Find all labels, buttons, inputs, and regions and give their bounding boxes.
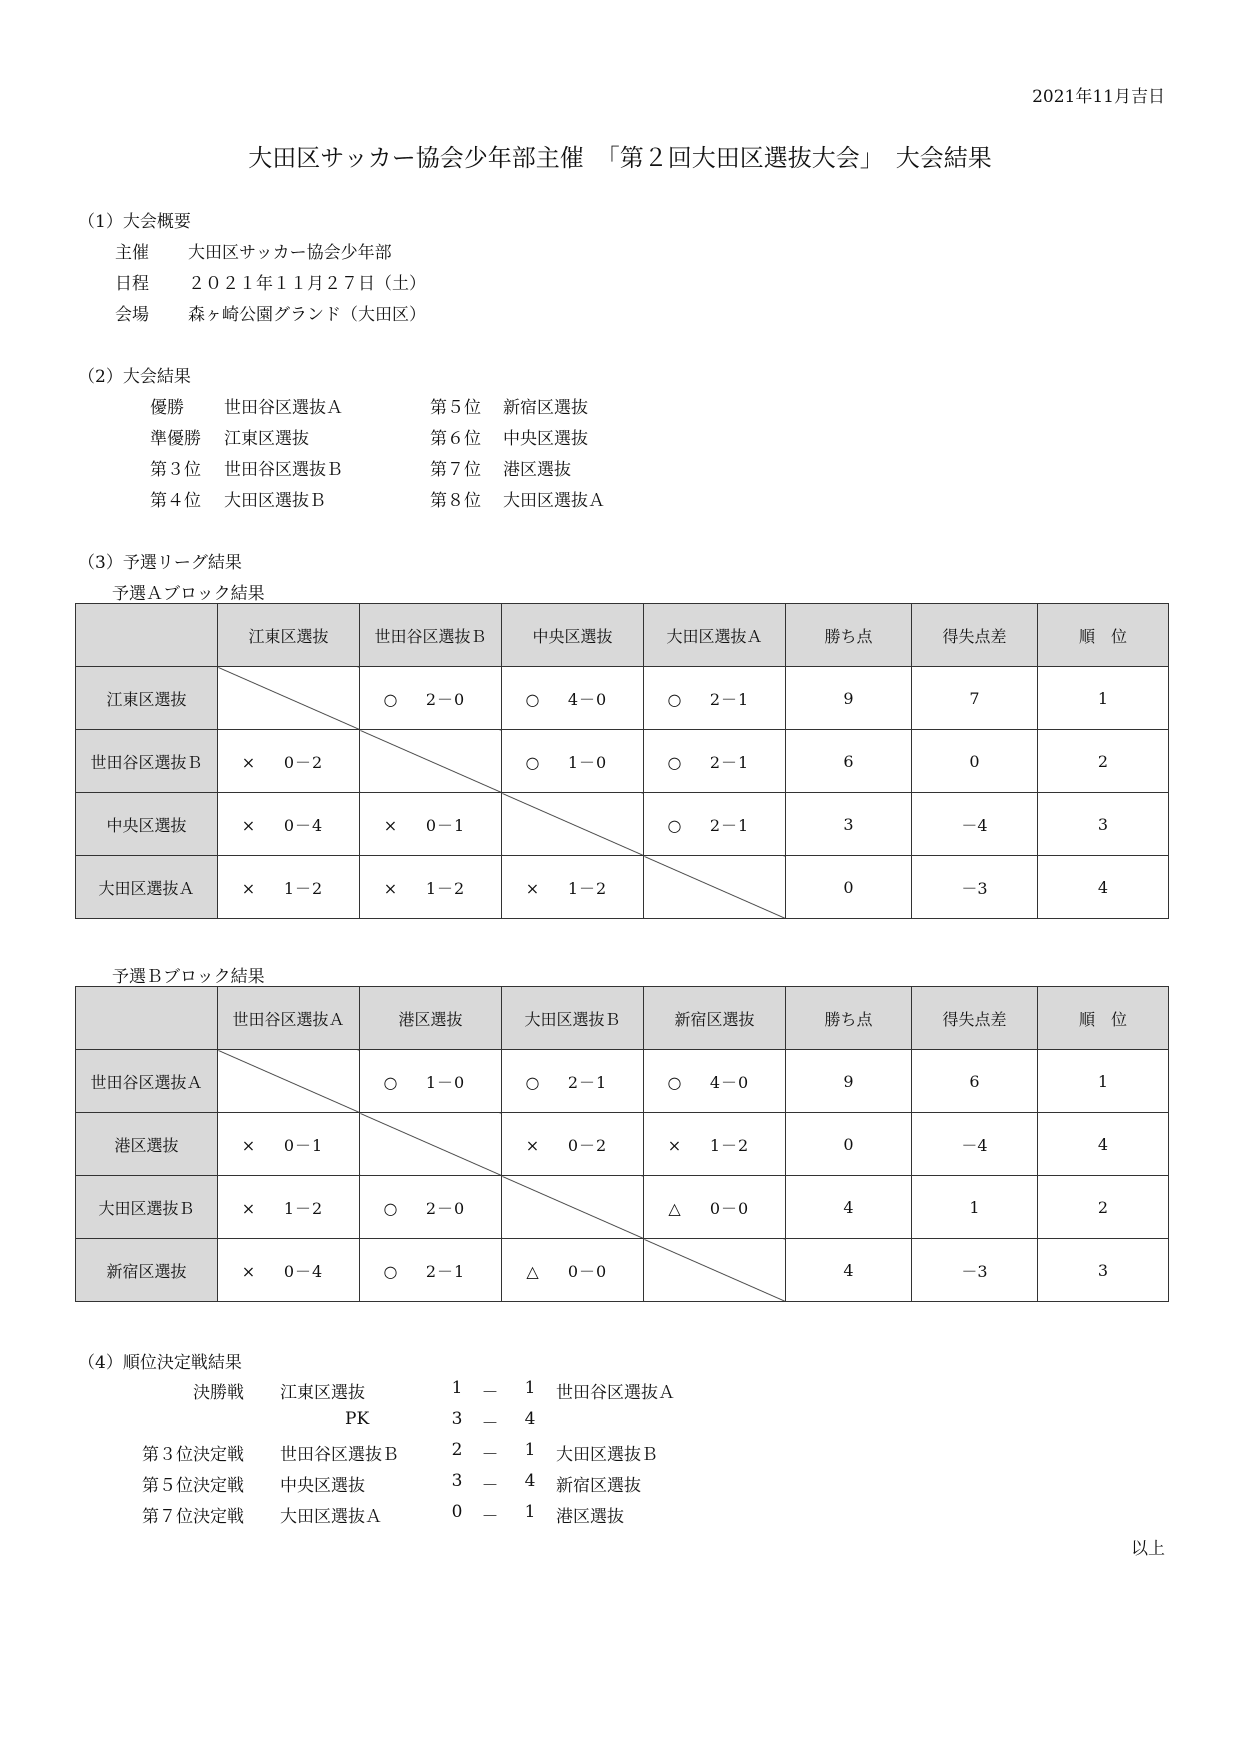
match-result-cell xyxy=(502,667,644,730)
match-result-cell xyxy=(218,730,360,793)
overview-value: 大田区サッカー協会少年部 xyxy=(188,243,392,263)
self-match-cell xyxy=(644,856,786,919)
column-header: 港区選抜 xyxy=(360,987,502,1050)
document-date: 2021年11月吉日 xyxy=(1032,87,1165,107)
table-row xyxy=(76,1050,1169,1113)
home-score: 2 xyxy=(451,1440,463,1460)
result-score: 1－2 xyxy=(709,1135,750,1155)
match-result-cell xyxy=(360,1239,502,1302)
result-score: 4－0 xyxy=(709,1072,750,1092)
home-score: 0 xyxy=(451,1502,463,1522)
match-result-cell xyxy=(360,793,502,856)
closing-text: 以上 xyxy=(1131,1539,1165,1559)
match-result-cell xyxy=(644,1113,786,1176)
rank-cell: 1 xyxy=(1038,1050,1169,1113)
self-match-cell xyxy=(218,667,360,730)
away-team: 港区選抜 xyxy=(556,1507,624,1527)
result-team: 世田谷区選抜Ａ xyxy=(224,398,343,418)
row-team-name: 新宿区選抜 xyxy=(76,1239,218,1302)
match-result-cell xyxy=(360,667,502,730)
away-score: 1 xyxy=(524,1440,536,1460)
row-team-name: 江東区選抜 xyxy=(76,667,218,730)
points-cell: 9 xyxy=(786,667,912,730)
score-dash: － xyxy=(481,1476,499,1496)
match-result-cell xyxy=(360,1176,502,1239)
result-symbol: × xyxy=(383,815,398,835)
result-score: 2－0 xyxy=(425,689,466,709)
result-symbol: × xyxy=(241,1135,256,1155)
match-label: 決勝戦 xyxy=(193,1383,244,1403)
goal-diff-cell: －4 xyxy=(912,793,1038,856)
match-result-cell xyxy=(502,1050,644,1113)
result-rank: 第４位 xyxy=(150,491,201,511)
result-rank: 第７位 xyxy=(430,460,481,480)
result-score: 4－0 xyxy=(567,689,608,709)
result-rank: 優勝 xyxy=(150,398,184,418)
column-header: 順 位 xyxy=(1038,604,1169,667)
result-symbol: × xyxy=(241,752,256,772)
points-cell: 4 xyxy=(786,1239,912,1302)
match-label: 第３位決定戦 xyxy=(142,1445,244,1465)
self-match-cell xyxy=(644,1239,786,1302)
result-team: 港区選抜 xyxy=(503,460,571,480)
match-result-cell xyxy=(360,1050,502,1113)
result-symbol: × xyxy=(525,878,540,898)
result-symbol: ○ xyxy=(383,1198,398,1218)
result-rank: 第６位 xyxy=(430,429,481,449)
result-score: 1－2 xyxy=(567,878,608,898)
away-score: 1 xyxy=(524,1378,536,1398)
table-row xyxy=(76,730,1169,793)
column-header: 大田区選抜Ａ xyxy=(644,604,786,667)
rank-cell: 3 xyxy=(1038,1239,1169,1302)
points-cell: 4 xyxy=(786,1176,912,1239)
column-header: 得失点差 xyxy=(912,604,1038,667)
result-symbol: ○ xyxy=(667,1072,682,1092)
match-result-cell xyxy=(218,1239,360,1302)
block-a-title: 予選Ａブロック結果 xyxy=(112,584,265,604)
result-score: 2－1 xyxy=(709,689,750,709)
overview-heading: （1）大会概要 xyxy=(78,212,191,232)
table-row xyxy=(76,1113,1169,1176)
score-dash: － xyxy=(481,1383,499,1403)
result-score: 0－4 xyxy=(283,815,324,835)
overview-value: 森ヶ崎公園グランド（大田区） xyxy=(188,305,426,325)
overview-value: ２０２１年１１月２７日（土） xyxy=(188,274,426,294)
result-symbol: ○ xyxy=(383,1261,398,1281)
table-row xyxy=(76,667,1169,730)
result-score: 1－2 xyxy=(283,878,324,898)
column-header: 順 位 xyxy=(1038,987,1169,1050)
table-row xyxy=(76,856,1169,919)
result-score: 0－2 xyxy=(567,1135,608,1155)
goal-diff-cell: 0 xyxy=(912,730,1038,793)
rank-cell: 1 xyxy=(1038,667,1169,730)
column-header: 勝ち点 xyxy=(786,987,912,1050)
result-symbol: ○ xyxy=(667,815,682,835)
result-symbol: ○ xyxy=(667,752,682,772)
result-score: 0－0 xyxy=(567,1261,608,1281)
column-header: 勝ち点 xyxy=(786,604,912,667)
result-score: 1－0 xyxy=(567,752,608,772)
self-match-cell xyxy=(502,1176,644,1239)
match-label: 第７位決定戦 xyxy=(142,1507,244,1527)
goal-diff-cell: 1 xyxy=(912,1176,1038,1239)
result-score: 2－0 xyxy=(425,1198,466,1218)
column-header: 世田谷区選抜Ｂ xyxy=(360,604,502,667)
match-result-cell xyxy=(644,667,786,730)
rank-cell: 2 xyxy=(1038,730,1169,793)
corner-cell xyxy=(76,604,218,667)
result-symbol: ○ xyxy=(525,1072,540,1092)
table-header-row xyxy=(76,987,1169,1050)
match-result-cell xyxy=(502,730,644,793)
result-score: 0－1 xyxy=(425,815,466,835)
result-score: 1－0 xyxy=(425,1072,466,1092)
rank-cell: 3 xyxy=(1038,793,1169,856)
row-team-name: 大田区選抜Ａ xyxy=(76,856,218,919)
rank-cell: 2 xyxy=(1038,1176,1169,1239)
match-result-cell xyxy=(218,856,360,919)
match-result-cell xyxy=(218,1113,360,1176)
match-result-cell xyxy=(502,1239,644,1302)
column-header: 江東区選抜 xyxy=(218,604,360,667)
points-cell: 9 xyxy=(786,1050,912,1113)
column-header: 得失点差 xyxy=(912,987,1038,1050)
home-team: 大田区選抜Ａ xyxy=(280,1507,382,1527)
goal-diff-cell: 6 xyxy=(912,1050,1038,1113)
match-result-cell xyxy=(218,793,360,856)
points-cell: 0 xyxy=(786,1113,912,1176)
self-match-cell xyxy=(360,1113,502,1176)
away-score: 1 xyxy=(524,1502,536,1522)
table-row xyxy=(76,1239,1169,1302)
result-symbol: × xyxy=(525,1135,540,1155)
block-b-title: 予選Ｂブロック結果 xyxy=(112,967,265,987)
result-score: 0－1 xyxy=(283,1135,324,1155)
away-score: 4 xyxy=(524,1471,536,1491)
goal-diff-cell: －3 xyxy=(912,1239,1038,1302)
column-header: 大田区選抜Ｂ xyxy=(502,987,644,1050)
match-result-cell xyxy=(644,793,786,856)
block-a-table xyxy=(75,603,1169,919)
points-cell: 6 xyxy=(786,730,912,793)
match-label: 第５位決定戦 xyxy=(142,1476,244,1496)
result-score: 0－4 xyxy=(283,1261,324,1281)
match-result-cell xyxy=(502,856,644,919)
row-team-name: 世田谷区選抜Ａ xyxy=(76,1050,218,1113)
home-score: 3 xyxy=(451,1471,463,1491)
result-team: 大田区選抜Ａ xyxy=(503,491,605,511)
home-team: 中央区選抜 xyxy=(280,1476,365,1496)
result-symbol: ○ xyxy=(383,1072,398,1092)
result-rank: 第５位 xyxy=(430,398,481,418)
match-result-cell xyxy=(502,1113,644,1176)
match-result-cell xyxy=(360,856,502,919)
points-cell: 3 xyxy=(786,793,912,856)
result-symbol: ○ xyxy=(525,752,540,772)
result-symbol: × xyxy=(241,1198,256,1218)
results-heading: （2）大会結果 xyxy=(78,367,191,387)
goal-diff-cell: －4 xyxy=(912,1113,1038,1176)
self-match-cell xyxy=(218,1050,360,1113)
result-rank: 準優勝 xyxy=(150,429,201,449)
result-score: 2－1 xyxy=(709,752,750,772)
match-result-cell xyxy=(644,1050,786,1113)
result-symbol: × xyxy=(667,1135,682,1155)
rank-cell: 4 xyxy=(1038,856,1169,919)
result-symbol: × xyxy=(241,815,256,835)
finals-heading: （4）順位決定戦結果 xyxy=(78,1353,242,1373)
overview-label: 日程 xyxy=(115,274,149,294)
result-symbol: ○ xyxy=(667,689,682,709)
result-symbol: ○ xyxy=(383,689,398,709)
result-score: 2－1 xyxy=(567,1072,608,1092)
row-team-name: 港区選抜 xyxy=(76,1113,218,1176)
score-dash: － xyxy=(481,1507,499,1527)
result-score: 1－2 xyxy=(283,1198,324,1218)
row-team-name: 世田谷区選抜Ｂ xyxy=(76,730,218,793)
result-score: 1－2 xyxy=(425,878,466,898)
result-team: 大田区選抜Ｂ xyxy=(224,491,326,511)
home-score: 1 xyxy=(451,1378,463,1398)
rank-cell: 4 xyxy=(1038,1113,1169,1176)
away-score: 4 xyxy=(524,1409,536,1429)
score-dash: － xyxy=(481,1445,499,1465)
row-team-name: 中央区選抜 xyxy=(76,793,218,856)
self-match-cell xyxy=(502,793,644,856)
result-score: 0－0 xyxy=(709,1198,750,1218)
table-row xyxy=(76,1176,1169,1239)
corner-cell xyxy=(76,987,218,1050)
column-header: 中央区選抜 xyxy=(502,604,644,667)
result-symbol: × xyxy=(383,878,398,898)
table-header-row xyxy=(76,604,1169,667)
home-score: 3 xyxy=(451,1409,463,1429)
result-score: 2－1 xyxy=(709,815,750,835)
result-team: 新宿区選抜 xyxy=(503,398,588,418)
score-dash: － xyxy=(481,1414,499,1434)
home-team: 世田谷区選抜Ｂ xyxy=(280,1445,399,1465)
result-symbol: ○ xyxy=(525,689,540,709)
result-rank: 第８位 xyxy=(430,491,481,511)
home-team: PK xyxy=(345,1409,370,1429)
away-team: 大田区選抜Ｂ xyxy=(556,1445,658,1465)
points-cell: 0 xyxy=(786,856,912,919)
table-row xyxy=(76,793,1169,856)
result-score: 2－1 xyxy=(425,1261,466,1281)
match-result-cell xyxy=(218,1176,360,1239)
goal-diff-cell: －3 xyxy=(912,856,1038,919)
result-rank: 第３位 xyxy=(150,460,201,480)
overview-label: 主催 xyxy=(115,243,149,263)
goal-diff-cell: 7 xyxy=(912,667,1038,730)
home-team: 江東区選抜 xyxy=(280,1383,365,1403)
result-team: 世田谷区選抜Ｂ xyxy=(224,460,343,480)
result-score: 0－2 xyxy=(283,752,324,772)
overview-label: 会場 xyxy=(115,305,149,325)
block-b-table xyxy=(75,986,1169,1302)
away-team: 新宿区選抜 xyxy=(556,1476,641,1496)
match-result-cell xyxy=(644,1176,786,1239)
result-symbol: △ xyxy=(526,1261,539,1281)
away-team: 世田谷区選抜Ａ xyxy=(556,1383,675,1403)
column-header: 新宿区選抜 xyxy=(644,987,786,1050)
result-team: 中央区選抜 xyxy=(503,429,588,449)
column-header: 世田谷区選抜Ａ xyxy=(218,987,360,1050)
result-team: 江東区選抜 xyxy=(224,429,309,449)
match-result-cell xyxy=(644,730,786,793)
league-heading: （3）予選リーグ結果 xyxy=(78,553,242,573)
document-title: 大田区サッカー協会少年部主催 「第２回大田区選抜大会」 大会結果 xyxy=(248,144,992,172)
self-match-cell xyxy=(360,730,502,793)
row-team-name: 大田区選抜Ｂ xyxy=(76,1176,218,1239)
result-symbol: × xyxy=(241,878,256,898)
result-symbol: × xyxy=(241,1261,256,1281)
result-symbol: △ xyxy=(668,1198,681,1218)
